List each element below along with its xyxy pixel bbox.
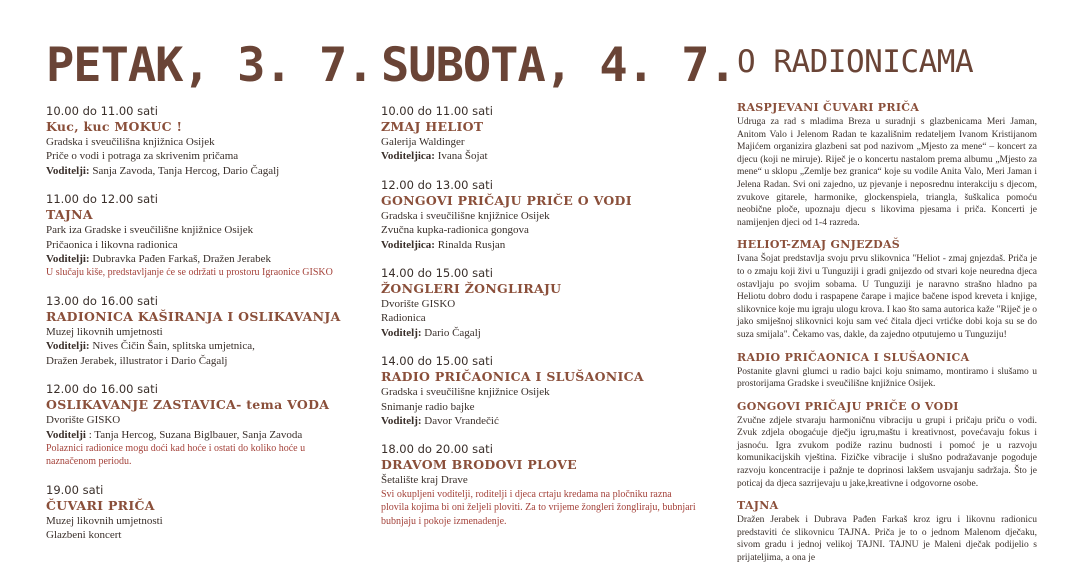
event-leaders (46, 164, 346, 178)
leaders-names: Ivana Šojat (434, 150, 488, 163)
event-location: Zvučna kupka-radionica gongova (381, 224, 529, 237)
event-location: Dvorište GISKO (46, 414, 121, 427)
event-title: GONGOVI PRIČAJU PRIČE O VODI (381, 192, 632, 208)
leaders-label: Voditelji: (46, 164, 90, 177)
event-item (381, 178, 701, 252)
about-section-body: Ivana Šojat predstavlja svoju prvu slikovnica "Heliot - zmaj gnjezdaš. Priča je to o zmaju koji živi u Tunguziji i gradi gnijezdo od stvari koje neuredna djeca ostavljaju po svojim sobama. U Tunguziji je naravno strašno hladno pa Heliotu dobro dodu i raspарene čarape i majice bačene ispod kreveta i knjige, slikovnice koje mu igraju ulogu krova. I kao što sama autorica kaže "Riječ je o jako smiješnoj slikovnici koju sam već čitala djeci vrtićke dobi koja su se do suza smijala". Čekamo vas, dakle, da zajedno otputujemo u Tunguziju! (737, 254, 1037, 340)
about-section-heading: RADIO PRIČAONICA I SLUŠAONICA (737, 350, 970, 364)
about-section (737, 350, 1037, 391)
event-item (381, 266, 701, 340)
event-leaders (381, 414, 701, 428)
saturday-events (381, 104, 701, 528)
about-section-heading: HELIOT-ZMAJ GNJEZDAŠ (737, 238, 901, 252)
event-location: Park iza Gradske i sveučilišne knjižnice Osijek (46, 224, 254, 237)
event-leaders (381, 326, 701, 340)
leaders-label: Voditelji (46, 428, 86, 441)
event-location: Glazbeni koncert (46, 529, 122, 542)
about-section (737, 498, 1037, 564)
about-section-heading: GONGOVI PRIČAJU PRIČE O VODI (737, 399, 959, 413)
event-time: 19.00 sati (46, 482, 104, 497)
about-section-body: Udruga za rad s mladima Breza u suradnji s glazbenicama Meri Jaman, Anitom Valo i Jelenom Radan te kazališnim redateljem Ivanom Kristijanom Majićem organizira glazbeni sat pod nazivom „Mjesto za mene“ – koncert za djecu (koji ne miruje). Riječ je o koncertu nastalom prema albumu „Mjesto za mene“ u sklopu „Zemlje bez granica“ koje su vodile Anita Valo, Meri Jaman i Jelena Radan. Svi oni zajedno, uz pjevanje i neposrednu interakciju s djecom, zvukove gitarele, harmonike, glockenspiela, triangla, šuškalica pomoću neobične ploče, upoznaju djecu s likovima pjesama i priča. Koncerti je namijenjen djeci od 1-4 razreda. (737, 117, 1037, 228)
event-note: Svi okupljeni voditelji, roditelji i djeca crtaju kredama na pločniku razna plovila kojima bi oni željeli ploviti. Za to vrijeme žongleri žongliraju, bubnjari bubnjaju i pokoje izmenadenje. (381, 488, 696, 527)
leaders-label: Voditeljica: (381, 150, 435, 163)
event-time: 10.00 do 11.00 sati (46, 104, 158, 118)
friday-heading: PETAK, 3. 7. (46, 38, 374, 93)
event-leaders (381, 149, 701, 163)
event-leaders-extra: Dražen Jerabek, illustrator i Dario Čagalj (46, 354, 228, 367)
event-title: Kuc, kuc MOKUC ! (46, 119, 183, 134)
event-item (46, 104, 346, 178)
event-location: Šetalište kraj Drave (381, 474, 468, 487)
event-location: Dvorište GISKO (381, 298, 456, 311)
leaders-names: Dario Čagalj (421, 326, 481, 339)
about-section-heading: RASPJEVANI ČUVARI PRIČA (737, 101, 920, 114)
event-time: 10.00 do 11.00 sati (381, 104, 493, 118)
leaders-names: : Tanja Hercog, Suzana Biglbauer, Sanja Zavoda (85, 428, 303, 441)
leaders-label: Voditelji: (46, 253, 90, 266)
about-section (737, 399, 1037, 491)
event-title: DRAVOM BRODOVI PLOVE (381, 457, 577, 473)
leaders-names: Rinalda Rusjan (434, 238, 506, 251)
leaders-label: Voditelji: (46, 340, 90, 353)
event-leaders (46, 339, 346, 353)
event-location: Pričaonica i likovna radionica (46, 238, 178, 251)
leaders-names: Sanja Zavoda, Tanja Hercog, Dario Čagalj (89, 164, 280, 177)
saturday-heading: SUBOTA, 4. 7. (381, 38, 736, 93)
leaders-names: Davor Vrandečić (421, 415, 499, 428)
event-title: RADIONICA KAŠIRANJA I OSLIKAVANJA (46, 308, 341, 324)
event-title: TAJNA (46, 207, 93, 223)
event-title: RADIO PRIČAONICA I SLUŠAONICA (381, 369, 644, 385)
friday-events (46, 104, 346, 543)
event-leaders (46, 252, 346, 266)
event-item (46, 483, 346, 543)
about-section-body: Postanite glavni glumci u radio bajci koju snimamo, montiramo i slušamo u prostorijama Gradske i sveučilišne knjižnice Osijek. (737, 366, 1037, 390)
event-time: 11.00 do 12.00 sati (46, 192, 158, 207)
leaders-label: Voditeljica: (381, 238, 435, 251)
event-title: ZMAJ HELIOT (381, 119, 484, 134)
about-section-body: Dražen Jerabek i Dubrava Pađen Farkaš kroz igru i likovnu radionicu predstaviti će slikovnicu TAJNA. Priča je to o jednom Malenom dječaku, sivom gradu i jednoj velikoj TAJNI. TAJNU je Maleni dječak podijelio s prijateljima, a ona je (737, 515, 1037, 564)
event-time: 12.00 do 16.00 sati (46, 382, 158, 397)
event-location: Muzej likovnih umjetnosti (46, 514, 163, 527)
event-time: 12.00 do 13.00 sati (381, 177, 493, 192)
event-item (46, 294, 346, 368)
about-section (737, 100, 1037, 229)
event-location: Galerija Waldinger (381, 136, 465, 148)
event-time: 18.00 do 20.00 sati (381, 442, 493, 457)
event-location: Muzej likovnih umjetnosti (46, 325, 163, 338)
event-item (46, 192, 346, 280)
leaders-label: Voditelj: (381, 415, 422, 428)
event-location: Priče o vodi i potraga za skrivenim pričama (46, 150, 239, 163)
event-title: ČUVARI PRIČA (46, 497, 155, 513)
leaders-names: Nives Čičin Šain, splitska umjetnica, (89, 340, 255, 353)
event-note: U slučaju kiše, predstavljanje će se održati u prostoru Igraonice GISKO (46, 267, 333, 279)
event-location: Gradska i sveučilišna knjižnica Osijek (46, 136, 215, 148)
friday-column (46, 36, 374, 557)
event-leaders (46, 428, 346, 442)
about-section-heading: TAJNA (737, 499, 779, 513)
event-location: Snimanje radio bajke (381, 400, 475, 413)
event-time: 14.00 do 15.00 sati (381, 354, 493, 369)
event-item (381, 442, 701, 528)
about-sections (737, 100, 1037, 565)
event-title: OSLIKAVANJE ZASTAVICA- tema VODA (46, 397, 330, 413)
leaders-label: Voditelj: (381, 326, 422, 339)
event-time: 14.00 do 15.00 sati (381, 266, 493, 281)
about-section-body: Zvučne zdjele stvaraju harmoničnu vibraciju u grupi i pričaju priču o vodi. Zvuk zdjela obogaćuje dječju igru,maštu i kreativnost, povećavaju fokus i jasnoću. Igra zvukom podiže razinu budnosti i pomoć je u razvoju komunikacijskih vještina. Fizičke vibracije i slušno podražavanje pogoduje razvoju koncentracije i pažnje te doprinosi lakšem usvajanju sadržaja. Što je poticaj da djeca sazrijevaju u jake,kreativne i odgovorne osobe. (737, 415, 1037, 489)
event-title: ŽONGLERI ŽONGLIRAJU (381, 281, 562, 297)
event-location: Radionica (381, 312, 426, 325)
event-leaders (381, 238, 701, 252)
saturday-column (381, 36, 736, 542)
event-item (46, 382, 346, 469)
event-time: 13.00 do 16.00 sati (46, 293, 158, 308)
event-item (381, 104, 701, 164)
leaders-names: Dubravka Pađen Farkaš, Dražen Jerabek (89, 253, 272, 266)
about-section (737, 237, 1037, 341)
event-location: Gradska i sveučilišne knjižnice Osijek (381, 386, 550, 399)
about-column (737, 36, 1037, 573)
event-location: Gradska i sveučilišne knjižnice Osijek (381, 209, 550, 222)
event-note: Polaznici radionice mogu doći kad hoće i ostati do koliko hoće u naznačenom periodu. (46, 442, 306, 468)
event-item (381, 354, 701, 428)
about-heading: O RADIONICAMA (737, 44, 974, 80)
